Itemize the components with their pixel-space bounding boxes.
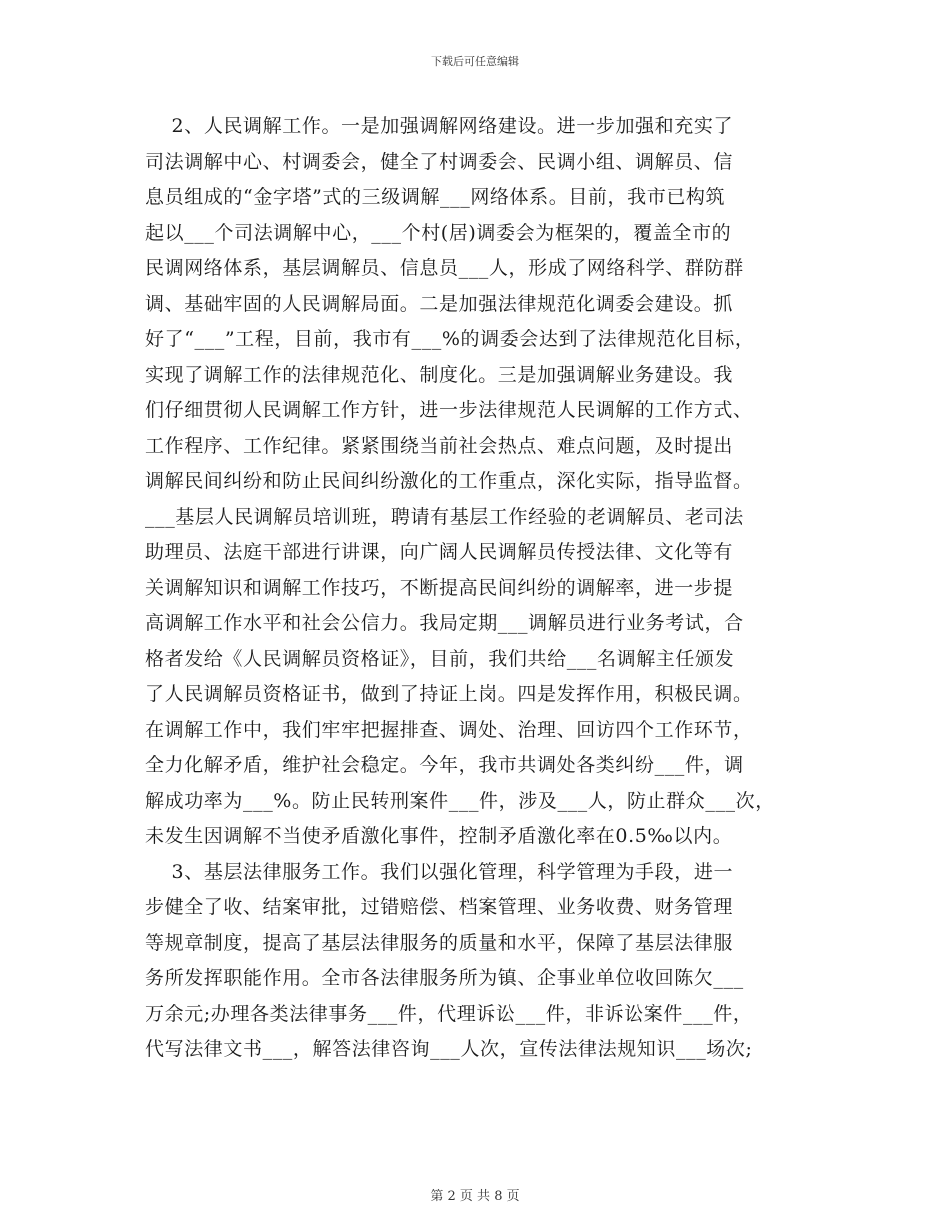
text-line: 工作程序、工作纪律。紧紧围绕当前社会热点、难点问题，及时提出 — [145, 434, 734, 457]
text-line: 们仔细贯彻人民调解工作方针，进一步法律规范人民调解的工作方式、 — [145, 399, 753, 421]
text-line: 调、基础牢固的人民调解局面。二是加强法律规范化调委会建设。抓 — [145, 292, 734, 315]
text-line: 代写法律文书___，解答法律咨询___人次，宣传法律法规知识___场次; — [145, 1038, 753, 1060]
text-line: 步健全了收、结案审批，过错赔偿、档案管理、业务收费、财务管理 — [145, 896, 734, 918]
text-line: 息员组成的“金字塔”式的三级调解___网络体系。目前，我市已构筑 — [145, 186, 726, 208]
text-line: 在调解工作中，我们牢牢把握排查、调处、治理、回访四个工作环节， — [145, 718, 753, 741]
text-line: 实现了调解工作的法律规范化、制度化。三是加强调解业务建设。我 — [145, 363, 734, 386]
text-line: 司法调解中心、村调委会，健全了村调委会、民调小组、调解员、信 — [145, 150, 734, 173]
text-line: 解成功率为___%。防止民转刑案件___件，涉及___人，防止群众___次， — [145, 789, 775, 812]
text-line: 了人民调解员资格证书，做到了持证上岗。四是发挥作用，积极民调。 — [145, 683, 753, 705]
page-header: 下载后可任意编辑 — [431, 55, 519, 68]
document-body — [145, 109, 815, 1068]
text-line: 调解民间纠纷和防止民间纠纷激化的工作重点，深化实际，指导监督。 — [145, 470, 753, 492]
page-footer: 第 2 页 共 8 页 — [430, 1189, 520, 1204]
text-line: 高调解工作水平和社会公信力。我局定期___调解员进行业务考试，合 — [145, 612, 744, 634]
text-line: 起以___个司法调解中心，___个村(居)调委会为框架的，覆盖全市的 — [145, 221, 732, 244]
text-line: 关调解知识和调解工作技巧，不断提高民间纠纷的调解率，进一步提 — [145, 576, 734, 599]
text-line: 助理员、法庭干部进行讲课，向广阔人民调解员传授法律、文化等有 — [145, 541, 734, 563]
text-line: 全力化解矛盾，维护社会稳定。今年，我市共调处各类纠纷___件，调 — [145, 754, 744, 776]
text-line: 等规章制度，提高了基层法律服务的质量和水平，保障了基层法律服 — [145, 931, 734, 954]
text-line: 3、基层法律服务工作。我们以强化管理，科学管理为手段，进一 — [145, 860, 734, 883]
text-line: 格者发给《人民调解员资格证》，目前，我们共给___名调解主任颁发 — [145, 647, 735, 670]
text-line: 好了“___”工程，目前，我市有___%的调委会达到了法律规范化目标， — [145, 328, 755, 350]
text-line: 未发生因调解不当使矛盾激化事件，控制矛盾激化率在0.5‰以内。 — [145, 825, 733, 847]
text-line: 民调网络体系，基层调解员、信息员___人，形成了网络科学、群防群 — [145, 257, 744, 279]
text-line: 2、人民调解工作。一是加强调解网络建设。进一步加强和充实了 — [145, 115, 734, 137]
text-line: 务所发挥职能作用。全市各法律服务所为镇、企事业单位收回陈欠___ — [145, 967, 744, 989]
text-line: ___基层人民调解员培训班，聘请有基层工作经验的老调解员、老司法 — [145, 505, 744, 528]
text-line: 万余元;办理各类法律事务___件，代理诉讼___件，非诉讼案件___件， — [145, 1002, 753, 1025]
